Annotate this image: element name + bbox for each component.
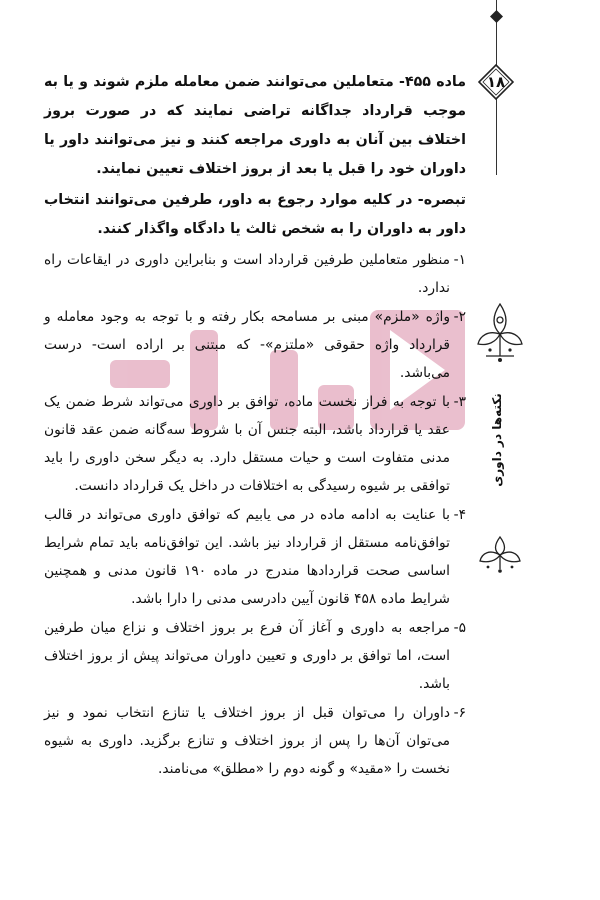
- floral-ornament-icon: [474, 533, 526, 573]
- floral-ornament-icon: [474, 300, 526, 364]
- item-text: با توجه به فراز نخست ماده، توافق بر داوری می‌تواند شرط ضمن یک عقد یا قرارداد باشد، البته جنس آن با شروط سه‌گانه ضمن عقد قانون مدنی متفاوت است و حیات مستقل دارد. به دیگر سخن داوری را باید توافقی بر شیوه رسیدگی به اختلافات در داخل یک قرارداد دانست.: [44, 394, 450, 494]
- list-item: [44, 303, 466, 387]
- item-text: منظور متعاملین طرفین قرارداد است و بنابراین داوری در ایقاعات راه ندارد.: [44, 252, 450, 296]
- text-body: [44, 68, 466, 784]
- item-text: با عنایت به ادامه ماده در می یابیم که توافق داوری می‌تواند در قالب توافق‌نامه مستقل از قرارداد نیز باشد. این توافق‌نامه باید تمام شرایط اساسی صحت قراردادها مندرج در ماده ۱۹۰ قانون مدنی و همچنین شرایط ماده ۴۵۸ قانون آیین دادرسی مدنی را دارا باشد.: [44, 507, 450, 607]
- item-number: ۳-: [453, 394, 466, 410]
- list-item: [44, 501, 466, 613]
- page-number: ۱۸: [486, 73, 506, 91]
- page-number-badge: [478, 64, 514, 100]
- item-text: واژه «ملزم» مبنی بر مسامحه بکار رفته و با توجه به وجود معامله و قرارداد واژه حقوقی «ملتزم»- که مبتنی بر اراده است- درست می‌باشد.: [44, 309, 450, 381]
- item-number: ۱-: [453, 252, 466, 268]
- list-item: [44, 388, 466, 500]
- diamond-ornament-icon: [490, 10, 503, 23]
- list-item: [44, 699, 466, 783]
- item-number: ۲-: [453, 309, 466, 325]
- item-number: ۶-: [453, 705, 466, 721]
- article-455: ماده ۴۵۵- متعاملین می‌توانند ضمن معامله ملزم شوند و یا به موجب قرارداد جداگانه تراضی نمایند که در صورت بروز اختلاف بین آنان به داوری مراجعه کنند و نیز می‌توانند داور یا داوران خود را قبل یا بعد از بروز اختلاف تعیین نمایند.: [44, 74, 466, 177]
- list-item: [44, 246, 466, 302]
- item-text: مراجعه به داوری و آغاز آن فرع بر بروز اختلاف و نزاع میان طرفین است، اما توافق بر داوری و تعیین داوران می‌تواند پیش از بروز اختلاف باشد.: [44, 620, 450, 692]
- running-title-text: نکته‌ها در داوری: [490, 393, 505, 487]
- running-title: [486, 380, 508, 500]
- item-number: ۴-: [453, 507, 466, 523]
- article-note: تبصره- در کلیه موارد رجوع به داور، طرفین می‌توانند انتخاب داور به داوران را به شخص ثالث یا دادگاه واگذار کنند.: [44, 192, 466, 237]
- item-text: داوران را می‌توان قبل از بروز اختلاف یا تنازع انتخاب نمود و نیز می‌توان آن‌ها را پس از بروز اختلاف و تنازع برگزید. داوری به شیوه نخست را «مقید» و گونه دوم را «مطلق» می‌نامند.: [44, 705, 450, 777]
- item-number: ۵-: [453, 620, 466, 636]
- list-item: [44, 614, 466, 698]
